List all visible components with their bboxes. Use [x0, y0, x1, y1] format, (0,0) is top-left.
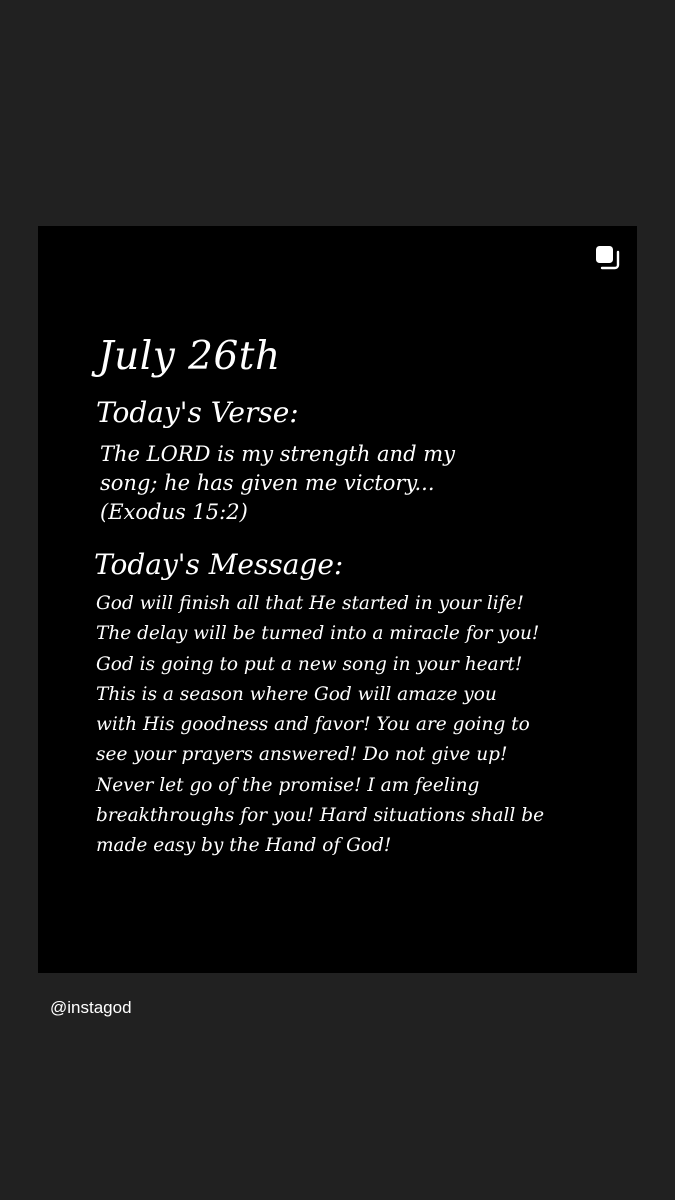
message-line: God is going to put a new song in your heart! — [96, 653, 523, 675]
message-heading: Today's Message: — [94, 548, 344, 581]
message-line: This is a season where God will amaze you — [96, 683, 497, 705]
post-date: July 26th — [98, 334, 281, 379]
verse-text — [100, 440, 455, 527]
multiple-posts-icon[interactable] — [594, 244, 620, 270]
post-image[interactable] — [38, 226, 637, 973]
message-line: God will finish all that He started in your life! — [96, 593, 524, 614]
message-text — [96, 589, 544, 862]
message-line: breakthroughs for you! Hard situations shall be — [96, 805, 545, 827]
message-line: Never let go of the promise! I am feeling — [96, 774, 480, 796]
verse-heading: Today's Verse: — [96, 396, 299, 429]
verse-line: song; he has given me victory... — [100, 471, 435, 495]
account-handle-link[interactable]: @instagod — [50, 998, 132, 1017]
message-line: made easy by the Hand of God! — [96, 835, 392, 857]
verse-line: The LORD is my strength and my — [100, 442, 455, 466]
verse-reference: (Exodus 15:2) — [100, 500, 248, 524]
message-line: see your prayers answered! Do not give up! — [96, 744, 508, 766]
message-line: The delay will be turned into a miracle for you! — [96, 623, 540, 645]
message-line: with His goodness and favor! You are going to — [96, 714, 530, 736]
